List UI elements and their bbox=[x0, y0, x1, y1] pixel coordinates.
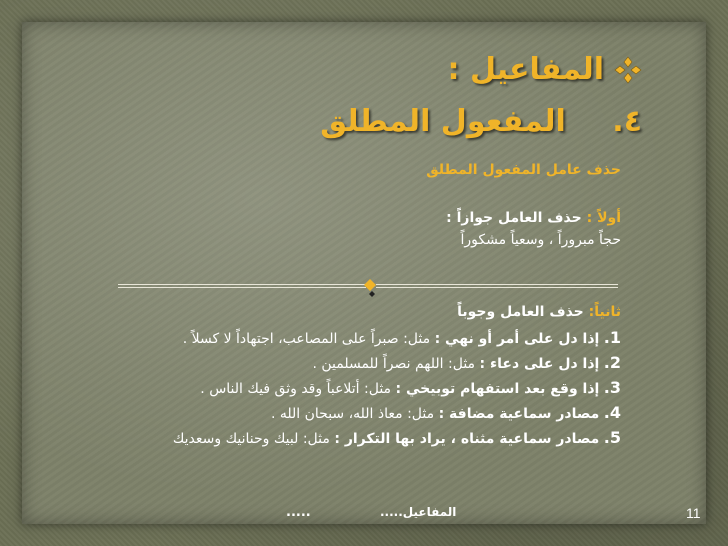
item-heading: إذا دل على دعاء : bbox=[479, 356, 600, 372]
item-example: مثل: اللهم نصراً للمسلمين . bbox=[312, 356, 480, 372]
small-diamond-icon bbox=[369, 291, 375, 297]
item-heading: إذا دل على أمر أو نهي : bbox=[434, 331, 600, 347]
item-heading: مصادر سماعية مثناه ، يراد بها التكرار : bbox=[334, 431, 600, 447]
title-line1: المفاعيل : bbox=[447, 52, 604, 87]
item-example: مثل: صبراً على المصاعب، اجتهاداً لا كسلاً . bbox=[182, 331, 435, 347]
item-number: 2. bbox=[603, 353, 621, 372]
item-example: مثل: لبيك وحنانيك وسعديك bbox=[172, 431, 335, 447]
first-label-text: حذف العامل جوازاً : bbox=[446, 210, 582, 226]
title-line2: المفعول المطلق bbox=[320, 104, 566, 139]
item-number: 1. bbox=[603, 328, 621, 347]
second-label-text: حذف العامل وجوباً bbox=[457, 304, 584, 320]
slide-subtitle bbox=[320, 104, 642, 139]
item-example: مثل: معاذ الله، سبحان الله . bbox=[270, 406, 439, 422]
footer-title: المفاعيل..... bbox=[380, 505, 457, 519]
section-heading: حذف عامل المفعول المطلق bbox=[426, 162, 621, 178]
item-number: 3. bbox=[603, 378, 621, 397]
second-prefix: ثانياً: bbox=[588, 304, 621, 320]
first-case-label bbox=[446, 210, 621, 226]
item-heading: إذا وقع بعد استفهام توبيخي : bbox=[395, 381, 600, 397]
list-item bbox=[61, 351, 621, 376]
list-item bbox=[61, 326, 621, 351]
second-case-label bbox=[457, 304, 621, 320]
cases-list bbox=[61, 326, 621, 451]
list-item bbox=[61, 401, 621, 426]
first-prefix: أولاً : bbox=[586, 210, 621, 226]
divider bbox=[118, 282, 618, 294]
diamond-bullet-icon bbox=[614, 56, 642, 84]
item-heading: مصادر سماعية مضافة : bbox=[438, 406, 600, 422]
diamond-icon bbox=[364, 279, 376, 291]
list-item bbox=[61, 376, 621, 401]
slide-title bbox=[448, 52, 642, 87]
item-number: 5. bbox=[603, 428, 621, 447]
item-number: 4. bbox=[603, 403, 621, 422]
first-case-example: حجاً مبروراً ، وسعياً مشكوراً bbox=[460, 232, 621, 248]
list-item bbox=[61, 426, 621, 451]
footer-dots: ..... bbox=[286, 505, 311, 520]
item-example: مثل: أتلاعباً وقد وثق فيك الناس . bbox=[200, 381, 396, 397]
page-number: 11 bbox=[686, 505, 701, 521]
title-number: ٤. bbox=[612, 104, 642, 139]
